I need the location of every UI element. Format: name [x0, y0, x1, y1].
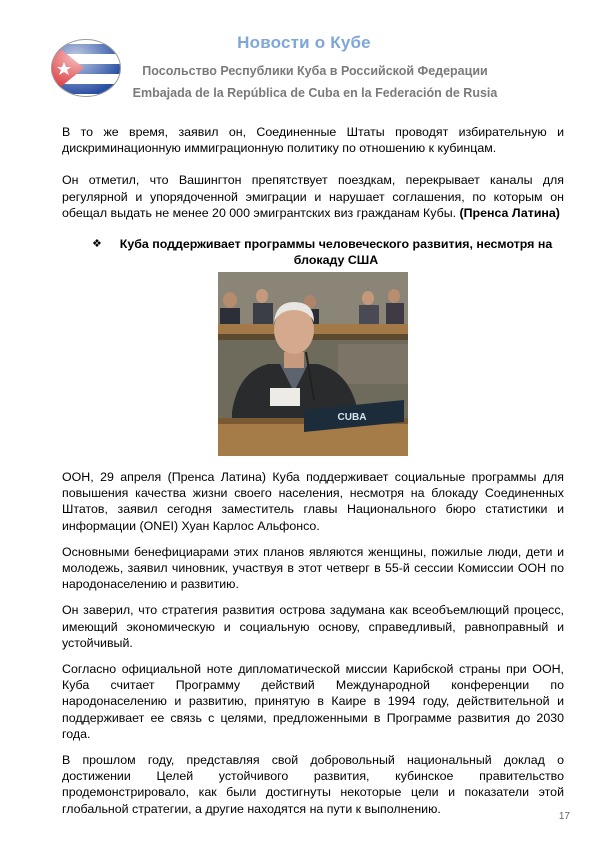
placard-label: CUBA	[337, 412, 367, 424]
page-content	[62, 124, 564, 827]
article-paragraph: В прошлом году, представляя свой добровольный национальный доклад о достижении Целей устойчивого развития, кубинское правительство продемонстрировало, как были достигнуты некоторые цели и показатели этой глобальной стратегии, а другие находятся на пути к выполнению.	[62, 753, 564, 816]
intro-paragraph-1: В то же время, заявил он, Соединенные Штаты проводят избирательную и дискриминационную иммиграционную политику по отношению к кубинцам.	[62, 125, 564, 156]
article-photo	[218, 272, 408, 456]
intro-paragraph-2	[62, 172, 564, 221]
article-paragraph: ООН, 29 апреля (Пренса Латина) Куба поддерживает социальные программы для повышения качества жизни своего населения, несмотря на блокаду Соединенных Штатов, заявил сегодня заместитель главы Национального бюро статистики и информации (ONEI) Хуан Карлос Альфонсо.	[62, 470, 564, 533]
intro-paragraph-2-text: Он отметил, что Вашингтон препятствует поездкам, перекрывает каналы для регулярной и упорядоченной эмиграции и нарушает соглашения, по которым он обещал выдать не менее 20 000 эмигрантских виз гражданам Кубы.	[62, 173, 564, 220]
article-paragraph: Основными бенефициарами этих планов являются женщины, пожилые люди, дети и молодежь, заявил чиновник, участвуя в этот четверг в 55-й сессии Комиссии ООН по народонаселению и развитию.	[62, 544, 564, 592]
source-attribution: (Пренса Латина)	[459, 205, 560, 220]
embassy-name-ru: Посольство Республики Куба в Российской Федерации	[142, 64, 488, 78]
page-header	[0, 0, 608, 110]
bullet-diamond-icon: ❖	[92, 238, 102, 251]
article-paragraph: Согласно официальной ноте дипломатической миссии Карибской страны при ООН, Куба считает Программу действий Международной конференции по народонаселению и развитию, принятую в Каире в 1994 году, действительной и поддерживает ее связь с целями, предложенными в Программе развития до 2030 года.	[62, 662, 564, 741]
article-headline	[92, 236, 564, 268]
article-paragraph: Он заверил, что стратегия развития острова задумана как всеобъемлющий процесс, имеющий экономическую и социальную основу, справедливый, равноправный и устойчивый.	[62, 603, 564, 650]
embassy-name-es: Embajada de la República de Cuba en la Federación de Rusia	[132, 86, 498, 100]
newsletter-title: Новости о Кубе	[237, 33, 371, 52]
page-number: 17	[558, 811, 570, 822]
article-headline-text: Куба поддерживает программы человеческого развития, несмотря на блокаду США	[119, 237, 553, 268]
